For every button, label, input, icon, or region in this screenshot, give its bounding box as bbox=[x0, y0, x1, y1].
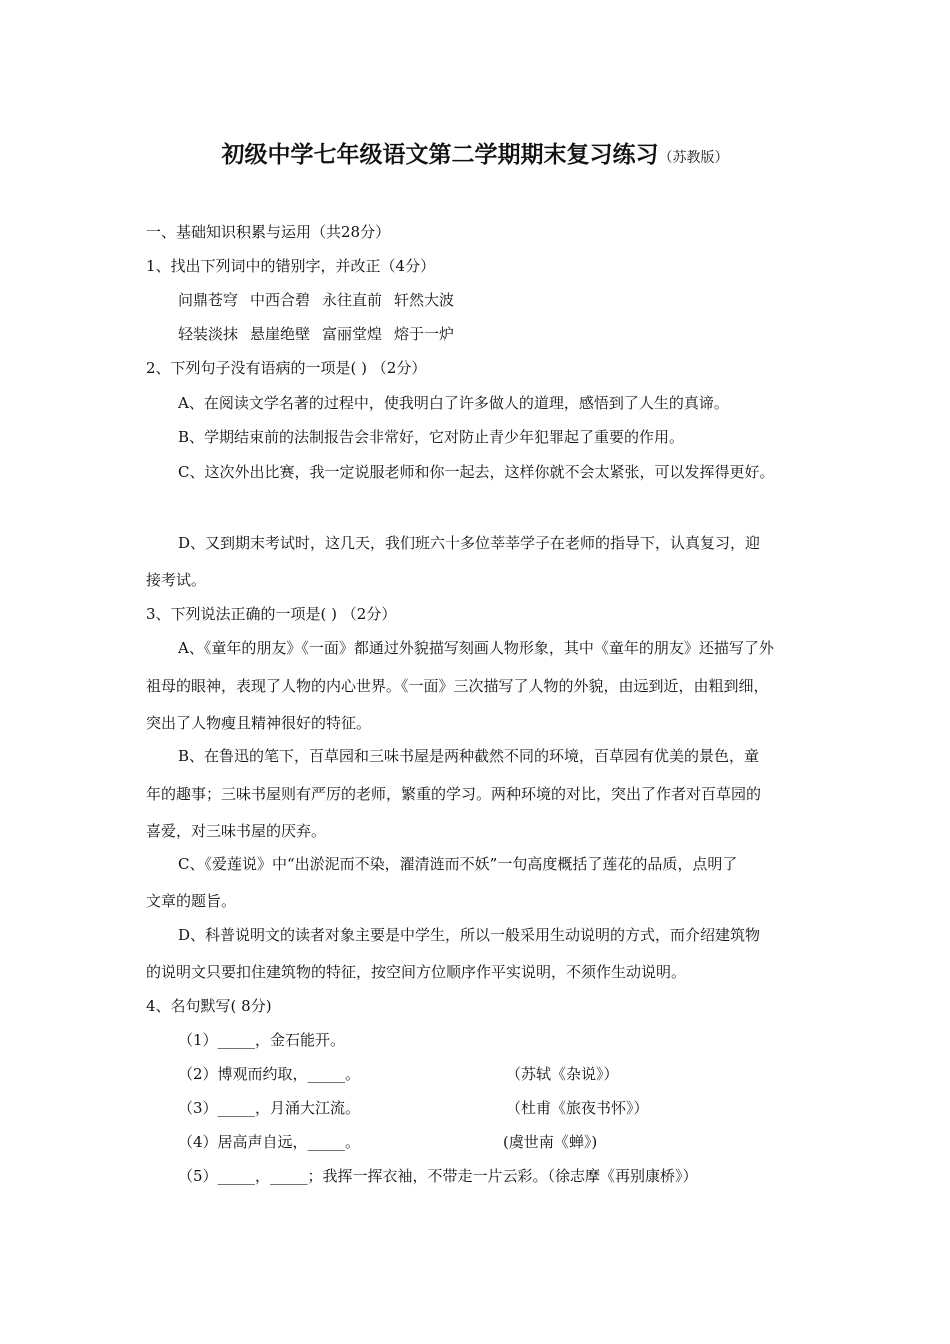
question-3-option-a-line-1: A、《童年的朋友》《一面》都通过外貌描写刻画人物形象，其中《童年的朋友》还描写了外 bbox=[178, 639, 774, 657]
question-3-stem: 3、下列说法正确的一项是( ) （2分） bbox=[146, 605, 397, 623]
word: 永往直前 bbox=[322, 291, 383, 309]
question-1-words-row-2 bbox=[178, 324, 454, 344]
recitation-source-4: (虞世南《蝉》) bbox=[503, 1133, 598, 1151]
question-3-option-d-line-2: 的说明文只要扣住建筑物的特征，按空间方位顺序作平实说明，不须作生动说明。 bbox=[146, 963, 687, 981]
question-3-option-c-line-2: 文章的题旨。 bbox=[146, 892, 237, 910]
word: 轻装淡抹 bbox=[178, 325, 239, 343]
question-3-option-a-line-2: 祖母的眼神，表现了人物的内心世界。《一面》三次描写了人物的外貌，由远到近，由粗到细， bbox=[146, 677, 769, 695]
title-main: 初级中学七年级语文第二学期期末复习练习 bbox=[221, 142, 659, 168]
recitation-source-2: （苏轼《杂说》） bbox=[506, 1065, 619, 1083]
question-3-option-d-line-1: D、科普说明文的读者对象主要是中学生，所以一般采用生动说明的方式，而介绍建筑物 bbox=[178, 926, 761, 944]
question-2-option-a: A、在阅读文学名著的过程中，使我明白了许多做人的道理，感悟到了人生的真谛。 bbox=[178, 394, 729, 412]
section-heading: 一、基础知识积累与运用（共28分） bbox=[146, 223, 391, 241]
word: 熔于一炉 bbox=[394, 325, 455, 343]
word: 中西合碧 bbox=[250, 291, 311, 309]
title-edition: （苏教版） bbox=[658, 150, 729, 166]
recitation-item-1: （1）_____，金石能开。 bbox=[178, 1031, 346, 1049]
word: 悬崖绝壁 bbox=[250, 325, 311, 343]
recitation-item-5: （5）_____，_____；我挥一挥衣袖，不带走一片云彩。（徐志摩《再别康桥》） bbox=[178, 1167, 698, 1185]
page-title bbox=[0, 136, 950, 169]
question-4-stem: 4、名句默写( 8分) bbox=[146, 997, 272, 1015]
question-3-option-b-line-1: B、在鲁迅的笔下，百草园和三味书屋是两种截然不同的环境，百草园有优美的景色，童 bbox=[178, 747, 760, 765]
recitation-source-3: （杜甫《旅夜书怀》） bbox=[506, 1099, 649, 1117]
question-3-option-b-line-3: 喜爱，对三味书屋的厌弃。 bbox=[146, 822, 327, 840]
recitation-item-2: （2）博观而约取，_____。 bbox=[178, 1065, 361, 1083]
question-2-stem: 2、下列句子没有语病的一项是( ) （2分） bbox=[146, 359, 427, 377]
question-3-option-c-line-1: C、《爱莲说》中“出淤泥而不染，濯清涟而不妖”一句高度概括了莲花的品质，点明了 bbox=[178, 855, 738, 873]
word: 富丽堂煌 bbox=[322, 325, 383, 343]
question-3-option-a-line-3: 突出了人物瘦且精神很好的特征。 bbox=[146, 714, 372, 732]
recitation-item-4: （4）居高声自远，_____。 bbox=[178, 1133, 361, 1151]
question-1-stem: 1、找出下列词中的错别字，并改正（4分） bbox=[146, 257, 436, 275]
word: 轩然大波 bbox=[394, 291, 455, 309]
question-2-option-b: B、学期结束前的法制报告会非常好，它对防止青少年犯罪起了重要的作用。 bbox=[178, 428, 685, 446]
recitation-item-3: （3）_____，月涌大江流。 bbox=[178, 1099, 361, 1117]
question-3-option-b-line-2: 年的趣事；三味书屋则有严厉的老师，繁重的学习。两种环境的对比，突出了作者对百草园的 bbox=[146, 785, 762, 803]
question-2-option-c: C、这次外出比赛，我一定说服老师和你一起去，这样你就不会太紧张，可以发挥得更好。 bbox=[178, 463, 775, 481]
word: 问鼎苍穹 bbox=[178, 291, 239, 309]
question-2-option-d-line-1: D、又到期末考试时，这几天，我们班六十多位莘莘学子在老师的指导下，认真复习，迎 bbox=[178, 534, 761, 552]
question-1-words-row-1 bbox=[178, 290, 454, 310]
question-2-option-d-line-2: 接考试。 bbox=[146, 571, 207, 589]
